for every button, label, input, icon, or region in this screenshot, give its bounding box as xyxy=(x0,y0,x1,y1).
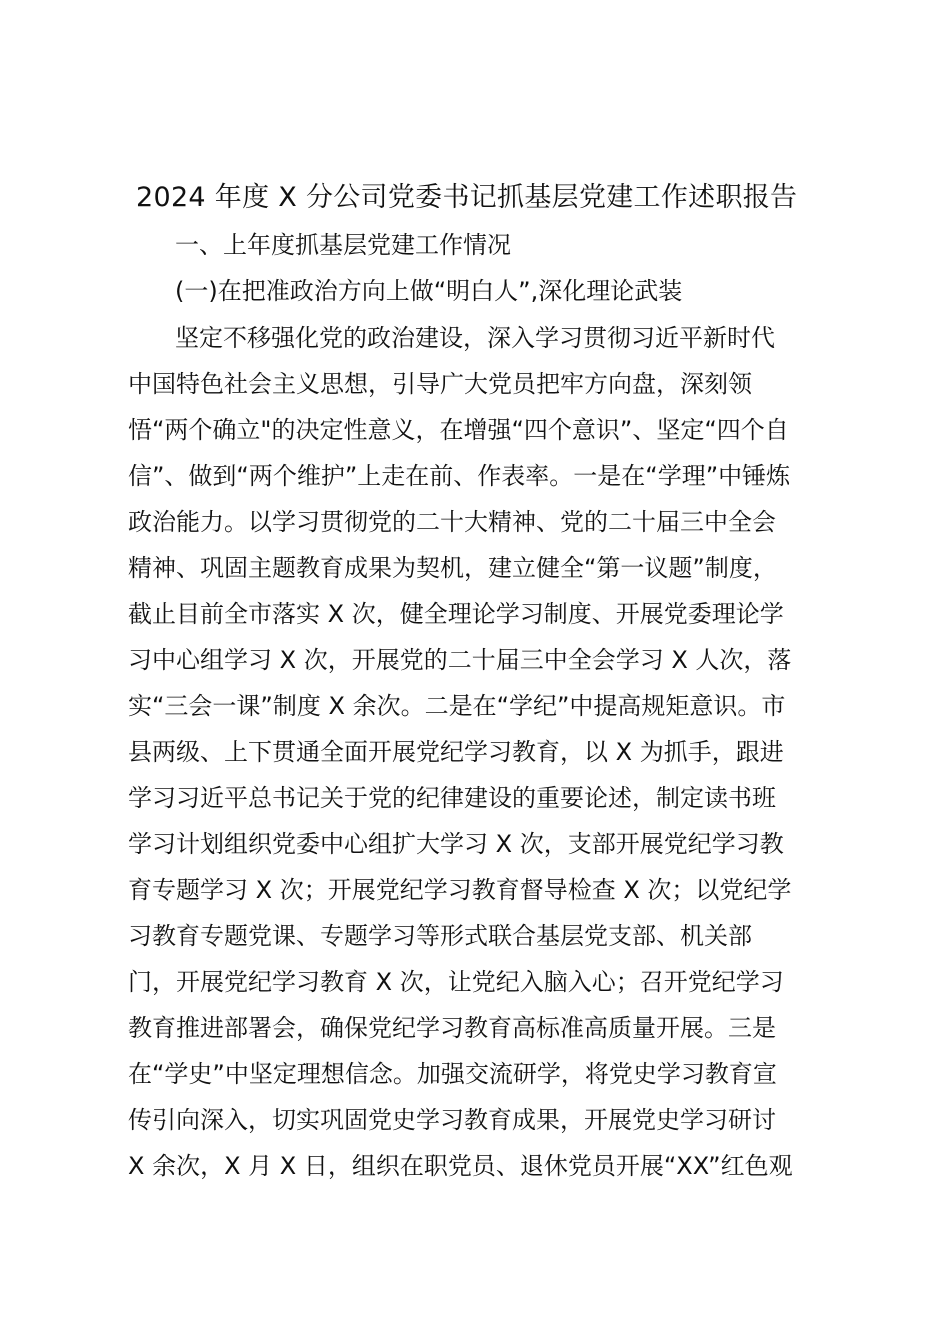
body-line: 县两级、上下贯通全面开展党纪学习教育，以 X 为抓手，跟进 xyxy=(128,738,784,766)
body-line: 学习习近平总书记关于党的纪律建设的重要论述，制定读书班 xyxy=(128,784,776,812)
body-line: 政治能力。以学习贯彻党的二十大精神、党的二十届三中全会 xyxy=(128,508,776,536)
body-line: 在“学史”中坚定理想信念。加强交流研学，将党史学习教育宣 xyxy=(128,1060,777,1088)
body-line: 精神、巩固主题教育成果为契机，建立健全“第一议题”制度， xyxy=(128,554,777,582)
body-line: 坚定不移强化党的政治建设，深入学习贯彻习近平新时代 xyxy=(175,324,775,352)
body-line: 习教育专题党课、专题学习等形式联合基层党支部、机关部 xyxy=(128,922,752,950)
subsection-heading: (一)在把准政治方向上做“明白人”,深化理论武装 xyxy=(175,277,683,305)
body-line: 传引向深入，切实巩固党史学习教育成果，开展党史学习研讨 xyxy=(128,1106,776,1134)
body-line: 信”、做到“两个维护”上走在前、作表率。一是在“学理”中锤炼 xyxy=(128,462,791,490)
body-line: X 余次，X 月 X 日，组织在职党员、退休党员开展“XX”红色观 xyxy=(128,1152,793,1180)
body-line: 学习计划组织党委中心组扩大学习 X 次，支部开展党纪学习教 xyxy=(128,830,784,858)
body-line: 育专题学习 X 次；开展党纪学习教育督导检查 X 次；以党纪学 xyxy=(128,876,792,904)
body-line: 门，开展党纪学习教育 X 次，让党纪入脑入心；召开党纪学习 xyxy=(128,968,784,996)
section-heading: 一、上年度抓基层党建工作情况 xyxy=(175,231,511,259)
document-title: 2024 年度 X 分公司党委书记抓基层党建工作述职报告 xyxy=(136,182,798,213)
body-line: 中国特色社会主义思想，引导广大党员把牢方向盘，深刻领 xyxy=(128,370,752,398)
body-line: 实“三会一课”制度 X 余次。二是在“学纪”中提高规矩意识。市 xyxy=(128,692,786,720)
body-line: 悟“两个确立"的决定性意义，在增强“四个意识”、坚定“四个自 xyxy=(128,416,789,444)
body-line: 截止目前全市落实 X 次，健全理论学习制度、开展党委理论学 xyxy=(128,600,784,628)
body-line: 习中心组学习 X 次，开展党的二十届三中全会学习 X 人次，落 xyxy=(128,646,792,674)
body-line: 教育推进部署会，确保党纪学习教育高标准高质量开展。三是 xyxy=(128,1014,776,1042)
